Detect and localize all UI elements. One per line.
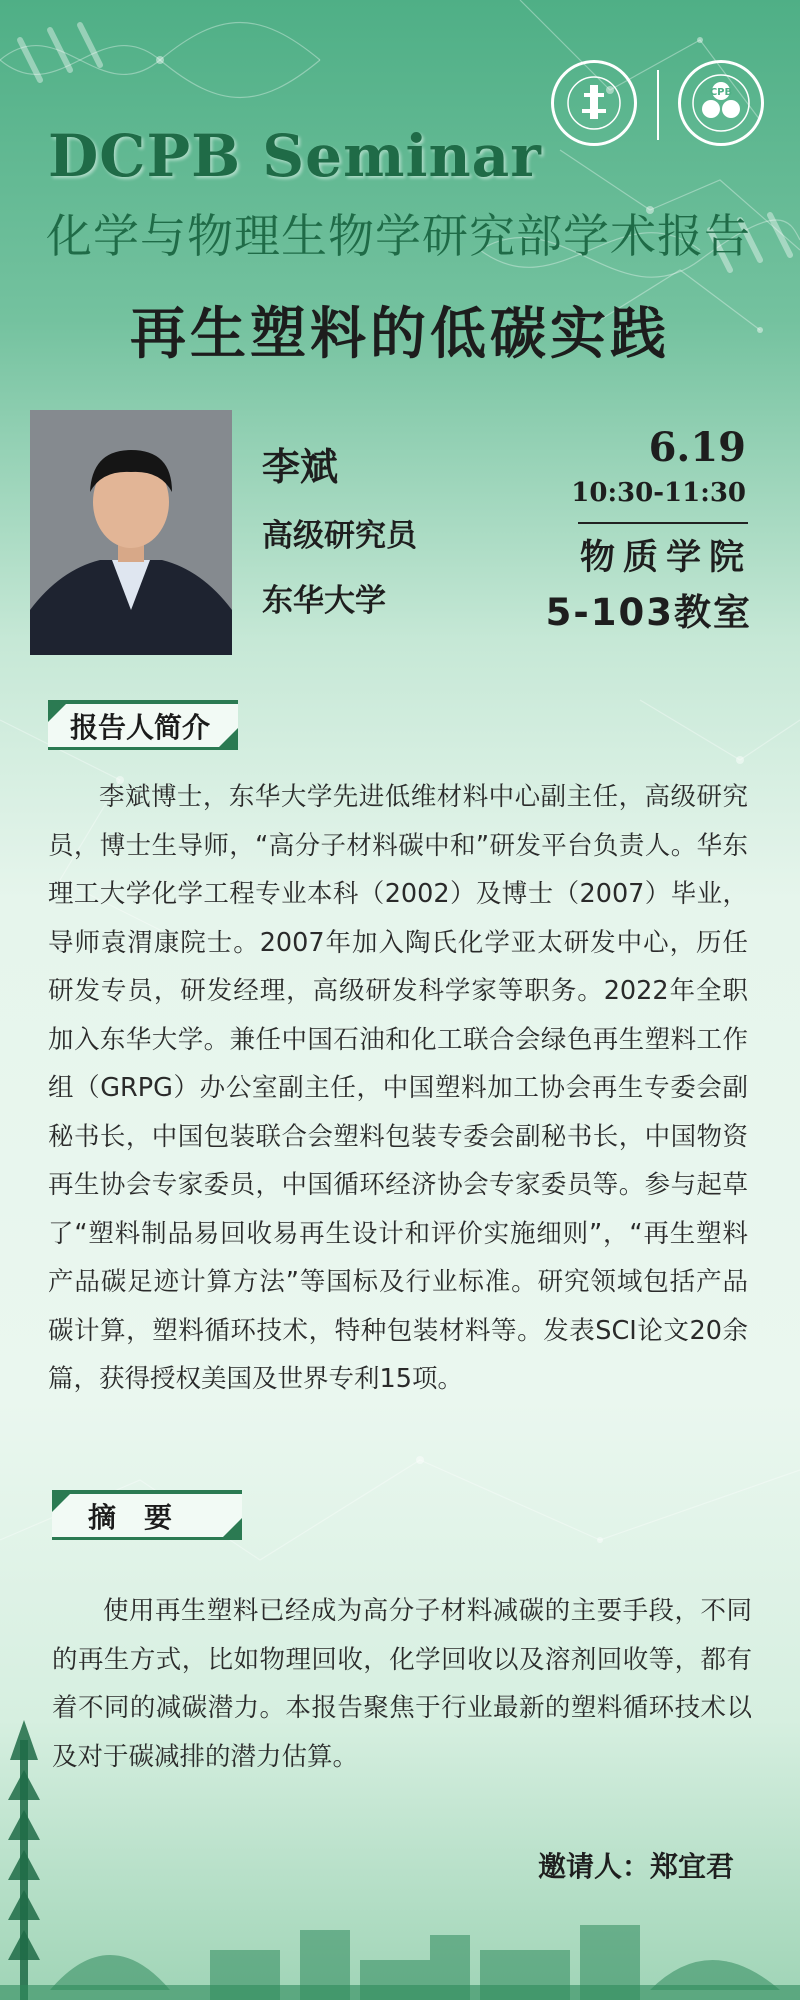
abstract-text: 使用再生塑料已经成为高分子材料减碳的主要手段，不同的再生方式，比如物理回收，化学回收以及溶剂回收等，都有着不同的减碳潜力。本报告聚焦于行业最新的塑料循环技术以及对于碳减排的潜力估算。	[52, 1596, 752, 1772]
abstract-heading-banner	[52, 1490, 242, 1540]
logo-divider	[657, 70, 659, 140]
bio-heading: 报告人简介	[70, 711, 211, 744]
speaker-photo	[30, 410, 232, 655]
dcpb-logo	[678, 60, 764, 146]
dcpb-logo-text: CPB	[709, 87, 733, 98]
university-emblem-icon	[554, 63, 634, 143]
schedule-divider	[578, 522, 748, 524]
dcpb-emblem-icon	[681, 63, 761, 143]
venue-building: 物质学院	[579, 538, 752, 578]
inviter: 邀请人：郑宜君	[537, 1850, 734, 1883]
speaker-portrait-icon	[30, 410, 232, 655]
speaker-position: 高级研究员	[262, 518, 417, 554]
speaker-affiliation: 东华大学	[262, 583, 386, 619]
seminar-title-cn: 化学与物理生物学研究部学术报告	[46, 209, 751, 263]
bio-heading-banner	[48, 700, 238, 750]
talk-title: 再生塑料的低碳实践	[130, 302, 670, 367]
shanghaitech-university-logo	[551, 60, 637, 146]
venue-room: 5-103教室	[545, 591, 752, 634]
abstract-heading: 摘 要	[88, 1501, 173, 1534]
seminar-title-en: DCPB Seminar	[48, 122, 542, 190]
bio-text: 李斌博士，东华大学先进低维材料中心副主任，高级研究员，博士生导师，“高分子材料碳中和”研发平台负责人。华东理工大学化学工程专业本科（2002）及博士（2007）毕业，导师袁渭康院士。2007年加入陶氏化学亚太研发中心，历任研发专员，研发经理，高级研发科学家等职务。2022年全职加入东华大学。兼任中国石油和化工联合会绿色再生塑料工作组（GRPG）办公室副主任，中国塑料加工协会再生专委会副秘书长，中国包装联合会塑料包装专委会副秘书长，中国物资再生协会专家委员，中国循环经济协会专家委员等。参与起草了“塑料制品易回收易再生设计和评价实施细则”，“再生塑料产品碳足迹计算方法”等国标及行业标准。研究领域包括产品碳计算，塑料循环技术，特种包装材料等。发表SCI论文20余篇，获得授权美国及世界专利15项。	[48, 782, 748, 1394]
talk-date: 6.19	[648, 424, 746, 471]
speaker-name: 李斌	[262, 444, 339, 489]
talk-time: 10:30-11:30	[571, 478, 746, 508]
